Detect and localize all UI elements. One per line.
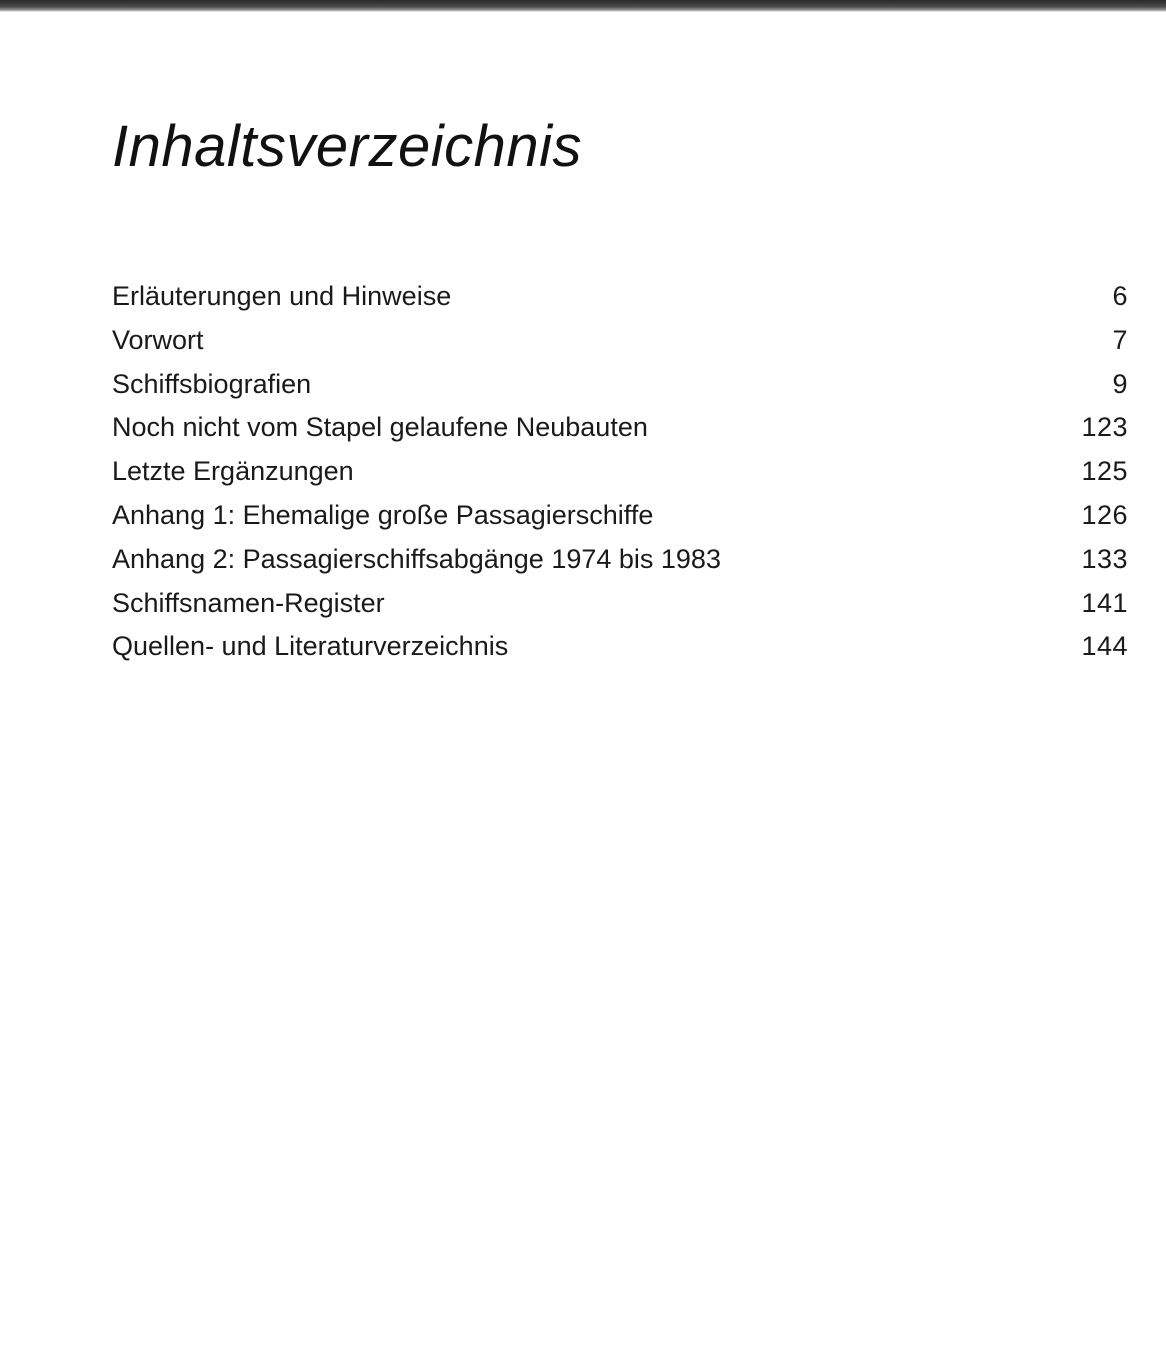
toc-entry (112, 319, 1128, 363)
toc-entry-label: Letzte Ergänzungen (112, 456, 354, 487)
scan-top-edge (0, 0, 1166, 12)
toc-entry (112, 363, 1128, 407)
toc-entry-label: Quellen- und Literaturverzeichnis (112, 631, 509, 662)
toc-entry-label: Anhang 2: Passagierschiffsabgänge 1974 bis 1983 (112, 543, 721, 574)
page-title: Inhaltsverzeichnis (112, 114, 582, 179)
toc-entry (112, 406, 1128, 450)
toc-entry (112, 538, 1128, 582)
toc-entry (112, 494, 1128, 538)
toc-entry-label: Noch nicht vom Stapel gelaufene Neubauten (112, 412, 648, 443)
toc-entry-page: 126 (1081, 499, 1128, 530)
toc-entry-page: 7 (1112, 324, 1128, 355)
toc-entry-label: Anhang 1: Ehemalige große Passagierschiffe (112, 499, 654, 530)
toc-entry-label: Vorwort (112, 324, 204, 355)
toc-entry-page: 133 (1081, 543, 1128, 574)
toc-entry (112, 275, 1128, 319)
toc-entry-page: 141 (1081, 587, 1128, 618)
toc-entry (112, 450, 1128, 494)
toc-entry-page: 6 (1112, 281, 1128, 311)
toc-entry (112, 625, 1128, 669)
table-of-contents (112, 275, 1128, 669)
toc-entry-page: 123 (1081, 412, 1128, 443)
toc-entry (112, 582, 1128, 626)
toc-entry-page: 144 (1081, 631, 1128, 662)
toc-entry-label: Erläuterungen und Hinweise (112, 281, 452, 311)
toc-entry-page: 125 (1081, 456, 1128, 487)
toc-entry-label: Schiffsnamen-Register (112, 587, 385, 618)
toc-entry-page: 9 (1112, 368, 1128, 399)
toc-entry-label: Schiffsbiografien (112, 368, 312, 399)
